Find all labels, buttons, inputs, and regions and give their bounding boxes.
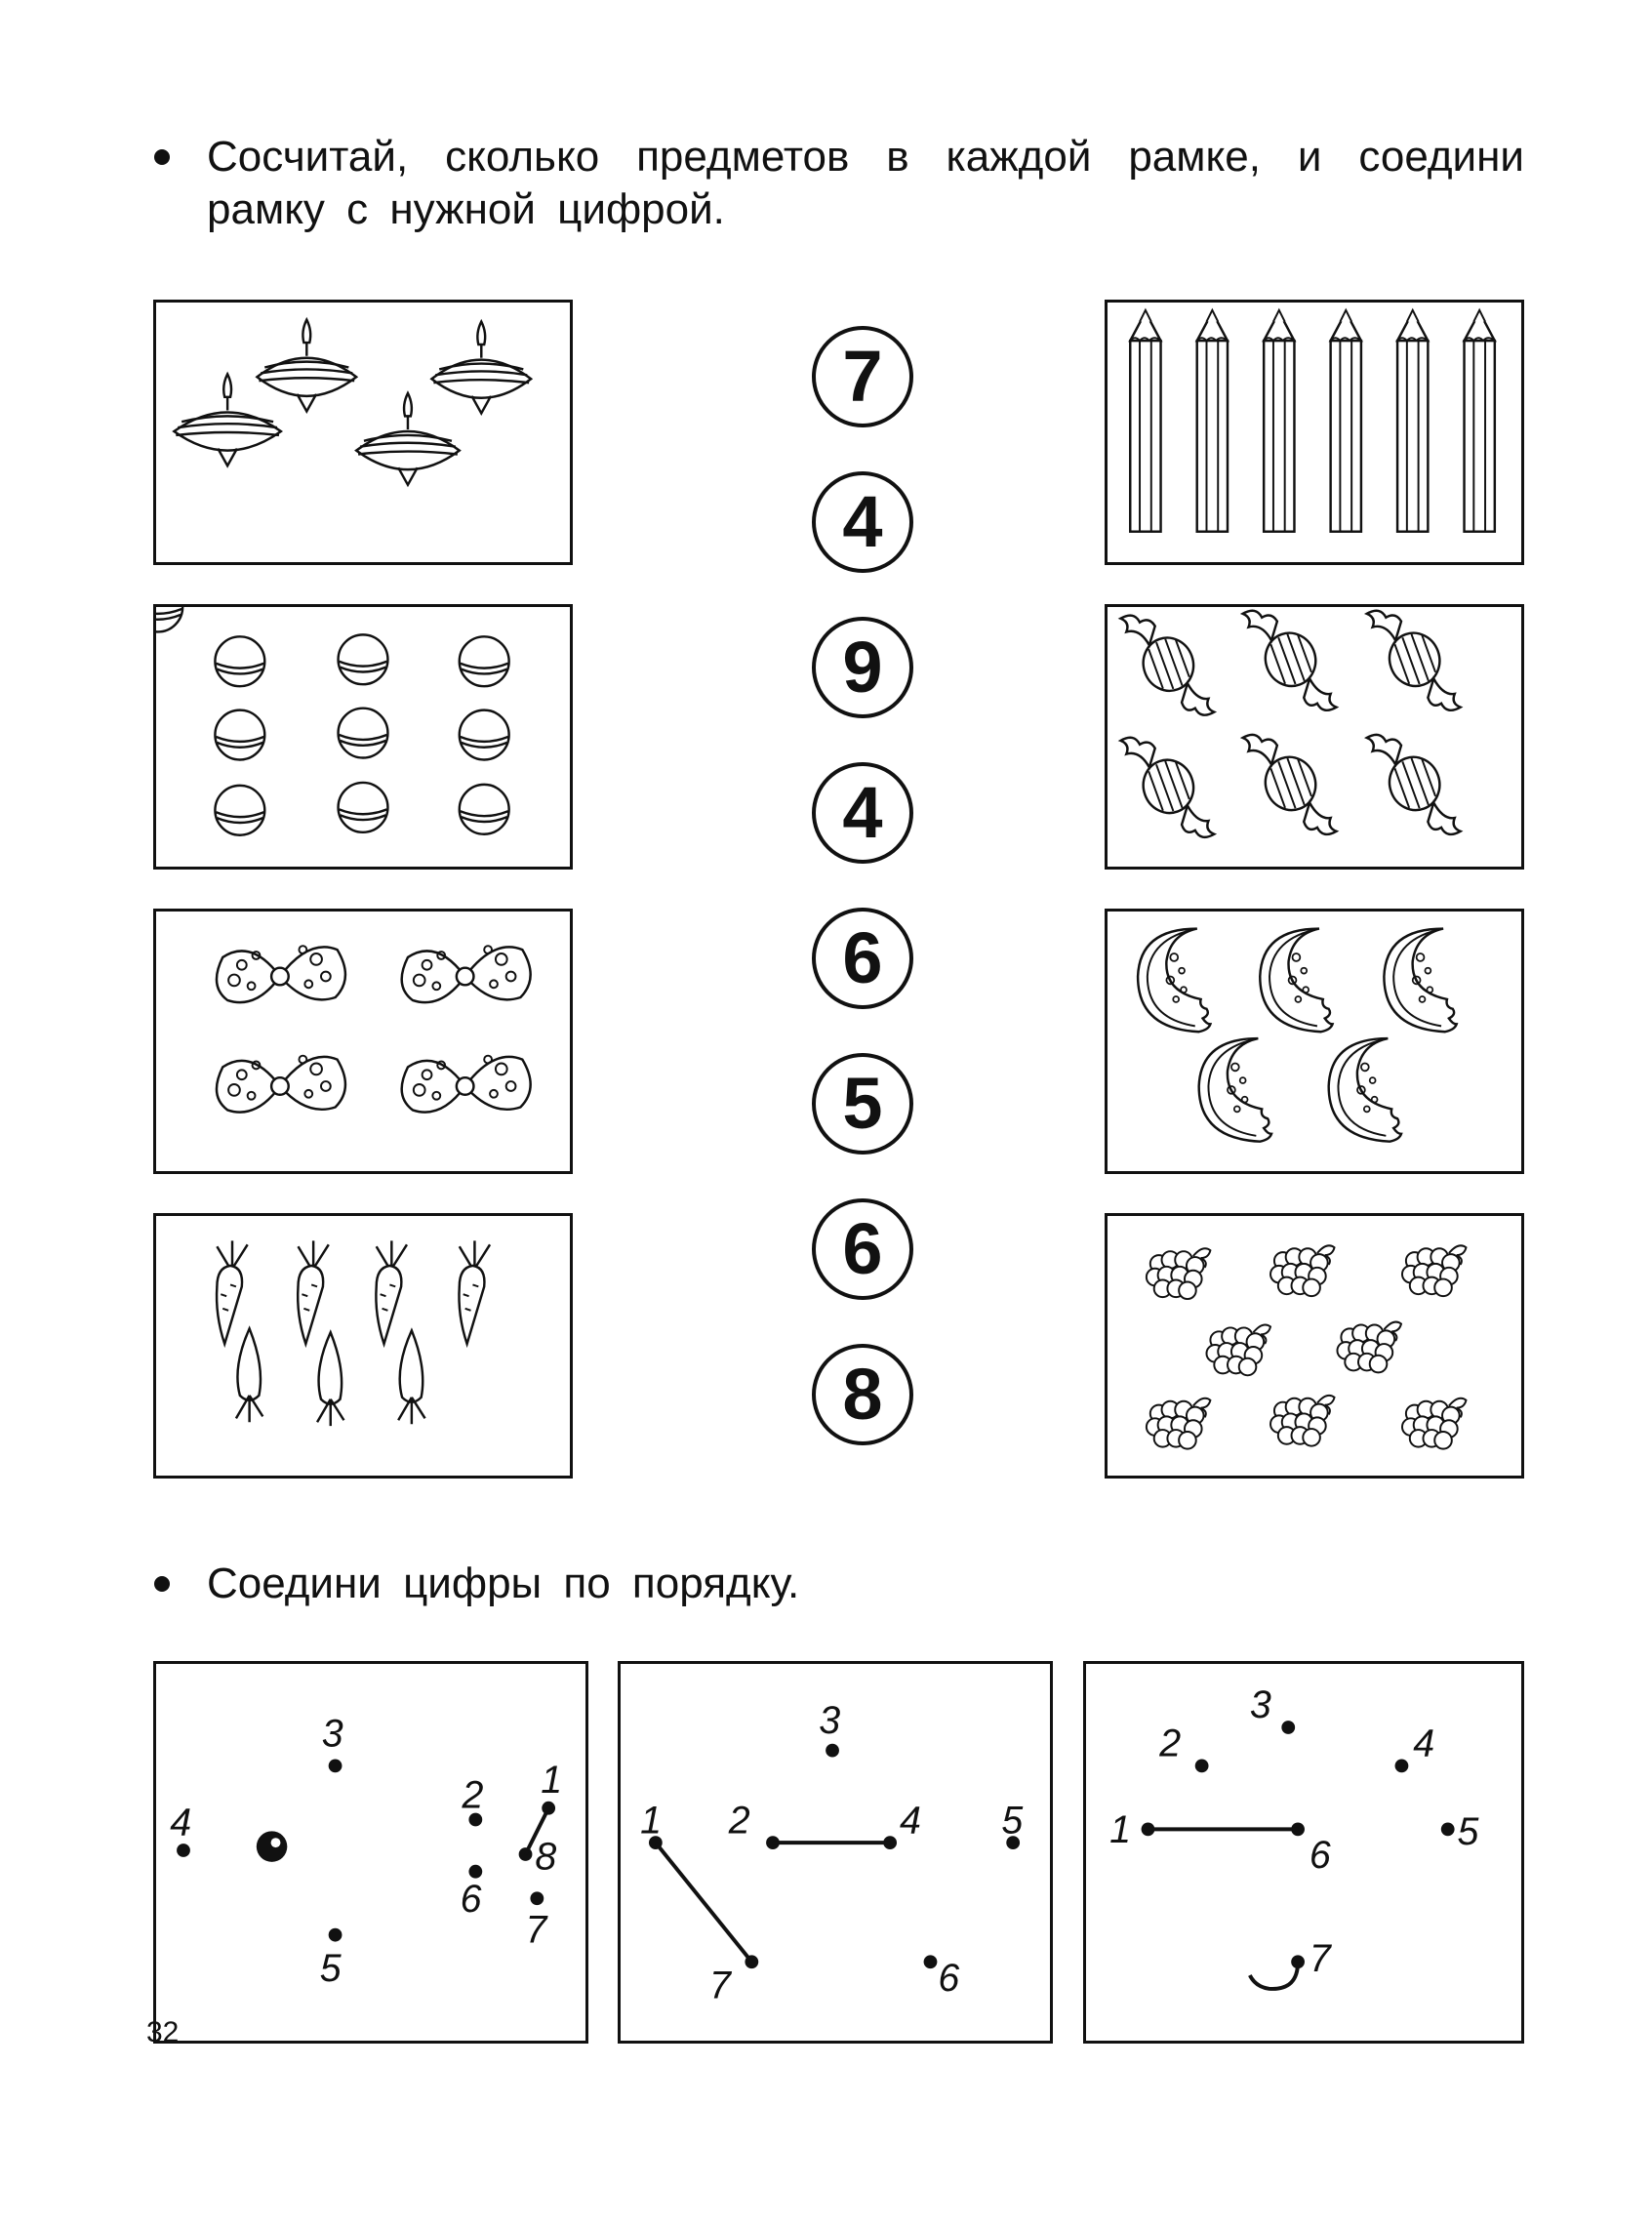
dot-label: 1 — [640, 1799, 663, 1843]
frame-pencils[interactable] — [1105, 300, 1524, 565]
task2-instruction — [207, 1558, 799, 1610]
frame-bows[interactable] — [153, 909, 573, 1174]
task1-line1: Сосчитай, сколько предметов в каждой рамке, и соедини — [207, 133, 1524, 181]
candy-icon — [1108, 607, 1521, 867]
dot-puzzle-1-canvas — [156, 1664, 585, 2041]
dot-puzzle-3-canvas — [1086, 1664, 1521, 2041]
dot-label: 8 — [535, 1835, 557, 1879]
number-circle-6[interactable]: 5 — [812, 1053, 913, 1155]
ball-icon — [156, 607, 570, 867]
dot-puzzle-1[interactable] — [153, 1661, 588, 2044]
frame-spinning-tops[interactable] — [153, 300, 573, 565]
bow-icon — [156, 912, 570, 1171]
dot-label: 4 — [170, 1801, 192, 1844]
frame-cheese-moons[interactable] — [1105, 909, 1524, 1174]
number-circle-2[interactable]: 4 — [812, 471, 913, 573]
dot-label: 7 — [709, 1964, 731, 2007]
dot-label: 2 — [728, 1799, 750, 1843]
number-circle-5[interactable]: 6 — [812, 908, 913, 1009]
dot-puzzle-3[interactable] — [1083, 1661, 1524, 2044]
dot-label: 3 — [1249, 1683, 1271, 1727]
spinning-top-icon — [156, 303, 570, 562]
task1-line2: рамку с нужной цифрой. — [207, 185, 725, 233]
dot-label: 5 — [1457, 1810, 1479, 1854]
pencil-icon — [1108, 303, 1521, 562]
bullet-icon — [154, 149, 170, 165]
dot-label: 2 — [462, 1773, 484, 1817]
dot-label: 4 — [899, 1799, 921, 1843]
number-circle-3[interactable]: 9 — [812, 617, 913, 718]
dot-label: 7 — [1309, 1937, 1331, 1981]
task1-instruction — [207, 131, 1524, 236]
number-circle-1[interactable]: 7 — [812, 326, 913, 427]
dot-label: 3 — [819, 1698, 841, 1742]
number-circle-4[interactable]: 4 — [812, 762, 913, 864]
dot-label: 6 — [460, 1878, 482, 1922]
dot-puzzle-2[interactable] — [618, 1661, 1053, 2044]
cheese-moon-icon — [1108, 912, 1521, 1171]
raspberry-icon — [1108, 1216, 1521, 1476]
carrot-icon — [156, 1216, 570, 1476]
dot-label: 4 — [1413, 1722, 1435, 1765]
page-number: 32 — [146, 2016, 180, 2048]
dot-label: 2 — [1159, 1722, 1182, 1765]
dot-label: 5 — [319, 1946, 342, 1990]
number-circle-8[interactable]: 8 — [812, 1344, 913, 1445]
dot-label: 7 — [525, 1908, 547, 1952]
dot-label: 5 — [1001, 1799, 1024, 1843]
dot-puzzle-2-canvas — [621, 1664, 1050, 2041]
frame-carrots[interactable] — [153, 1213, 573, 1479]
bullet-icon — [154, 1576, 170, 1592]
frame-candies[interactable] — [1105, 604, 1524, 870]
dot-label: 3 — [321, 1712, 343, 1756]
task2-text: Соедини цифры по порядку. — [207, 1560, 800, 1607]
dot-label: 6 — [938, 1956, 960, 2000]
frame-balls[interactable] — [153, 604, 573, 870]
dot-label: 6 — [1309, 1833, 1331, 1877]
dot-label: 1 — [541, 1758, 563, 1802]
number-circle-7[interactable]: 6 — [812, 1198, 913, 1300]
frame-raspberries[interactable] — [1105, 1213, 1524, 1479]
dot-label: 1 — [1109, 1808, 1131, 1852]
